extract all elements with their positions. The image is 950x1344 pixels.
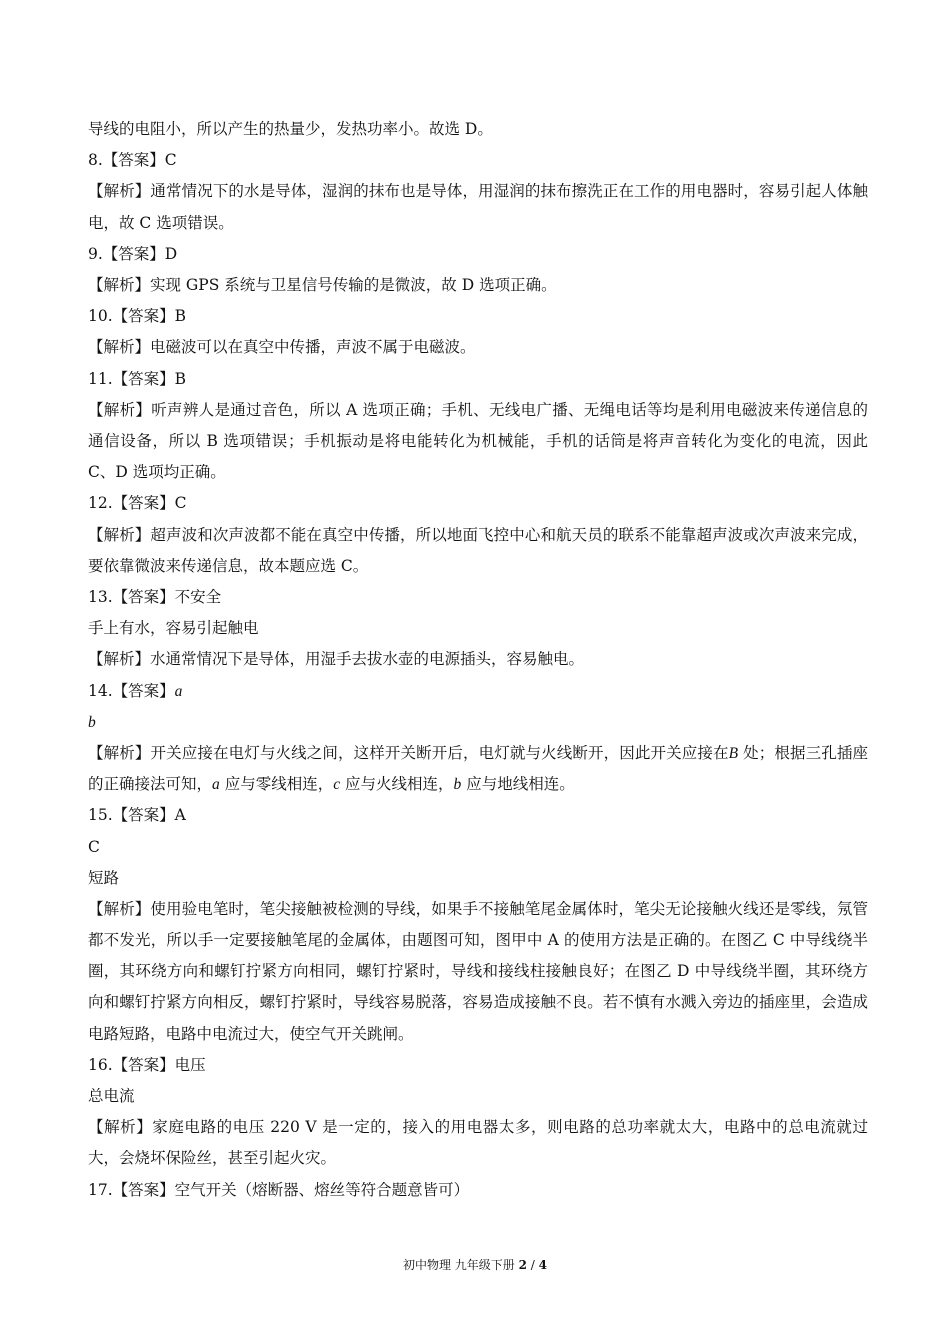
answer-14-label: 14.【答案】 bbox=[88, 681, 175, 700]
analysis-14-part3: 应与零线相连， bbox=[219, 775, 334, 794]
footer-page-sep: / bbox=[526, 1258, 539, 1272]
answer-14-b: b bbox=[88, 713, 96, 731]
answer-11: 11.【答案】B bbox=[88, 369, 187, 388]
analysis-14-part4: 应与火线相连， bbox=[340, 775, 454, 794]
analysis-11: 【解析】听声辨人是通过音色，所以 A 选项正确；手机、无线电广播、无绳电话等均是利用电磁波来传递信息的通信设备，所以 B 选项错误；手机振动是将电能转化为机械能，手机的话筒是将声音转化为变化的电流，因此 C、D 选项均正确。 bbox=[88, 400, 868, 482]
analysis-8: 【解析】通常情况下的水是导体，湿润的抹布也是导体，用湿润的抹布擦洗正在工作的用电器时，容易引起人体触电，故 C 选项错误。 bbox=[88, 182, 868, 232]
answer-14-b-line bbox=[88, 707, 868, 738]
answer-17: 17.【答案】空气开关（熔断器、熔丝等符合题意皆可） bbox=[88, 1180, 470, 1199]
text-line: 导线的电阻小，所以产生的热量少，发热功率小。故选 D。 bbox=[88, 120, 493, 138]
answer-9: 9.【答案】D bbox=[88, 244, 178, 263]
answer-15: 15.【答案】A bbox=[88, 806, 186, 825]
analysis-14-part2: 处；根据三孔插座的正确接法可知， bbox=[88, 743, 868, 794]
analysis-10: 【解析】电磁波可以在真空中传播，声波不属于电磁波。 bbox=[88, 338, 476, 357]
analysis-12: 【解析】超声波和次声波都不能在真空中传播，所以地面飞控中心和航天员的联系不能靠超声波或次声波来完成，要依靠微波来传递信息，故本题应选 C。 bbox=[88, 525, 868, 575]
analysis-13: 【解析】水通常情况下是导体，用湿手去拔水壶的电源插头，容易触电。 bbox=[88, 650, 585, 669]
analysis-14 bbox=[88, 738, 868, 800]
analysis-14-part1: 【解析】开关应接在电灯与火线之间，这样开关断开后，电灯就与火线断开，因此开关应接在 bbox=[88, 743, 729, 762]
answer-14 bbox=[88, 676, 868, 707]
answer-16: 16.【答案】电压 bbox=[88, 1055, 206, 1074]
analysis-16: 【解析】家庭电路的电压 220 V 是一定的，接入的用电器太多，则电路的总功率就太大，电路中的总电流就过大，会烧坏保险丝，甚至引起火灾。 bbox=[88, 1118, 868, 1168]
analysis-9: 【解析】实现 GPS 系统与卫星信号传输的是微波，故 D 选项正确。 bbox=[88, 275, 557, 294]
answer-12: 12.【答案】C bbox=[88, 494, 187, 513]
answer-13: 13.【答案】不安全 bbox=[88, 587, 222, 606]
analysis-14-var-B: B bbox=[728, 744, 739, 762]
analysis-14-part5: 应与地线相连。 bbox=[461, 775, 575, 794]
answer-13-reason: 手上有水，容易引起触电 bbox=[88, 619, 259, 638]
analysis-14-var-a: a bbox=[212, 776, 220, 794]
footer-subject: 初中物理 九年级下册 bbox=[402, 1258, 519, 1272]
answer-14-a: a bbox=[174, 682, 183, 700]
answer-15-c: C bbox=[88, 837, 100, 856]
answer-16-current: 总电流 bbox=[88, 1087, 135, 1106]
answer-8: 8.【答案】C bbox=[88, 151, 177, 170]
footer-page-total: 4 bbox=[538, 1258, 548, 1272]
document-body bbox=[88, 114, 868, 1206]
answer-15-short: 短路 bbox=[88, 868, 120, 887]
answer-10: 10.【答案】B bbox=[88, 307, 187, 326]
analysis-14-var-c: c bbox=[333, 776, 341, 794]
analysis-15: 【解析】使用验电笔时，笔尖接触被检测的导线，如果手不接触笔尾金属体时，笔尖无论接触火线还是零线，氖管都不发光，所以手一定要接触笔尾的金属体，由题图可知，图甲中 A 的使用方法是正确的。在图乙 C 中导线绕半圈，其环绕方向和螺钉拧紧方向相同，螺钉拧紧时，导线和接线柱接触良好；在图乙 D 中导线绕半圈，其环绕方向和螺钉拧紧方向相反，螺钉拧紧时，导线容易脱落，容易造成接触不良。若不慎有水溅入旁边的插座里，会造成电路短路，电路中电流过大，使空气开关跳闸。 bbox=[88, 899, 868, 1043]
footer-page-current: 2 bbox=[518, 1258, 527, 1272]
page-footer bbox=[0, 1256, 950, 1273]
analysis-14-var-b: b bbox=[453, 776, 462, 794]
